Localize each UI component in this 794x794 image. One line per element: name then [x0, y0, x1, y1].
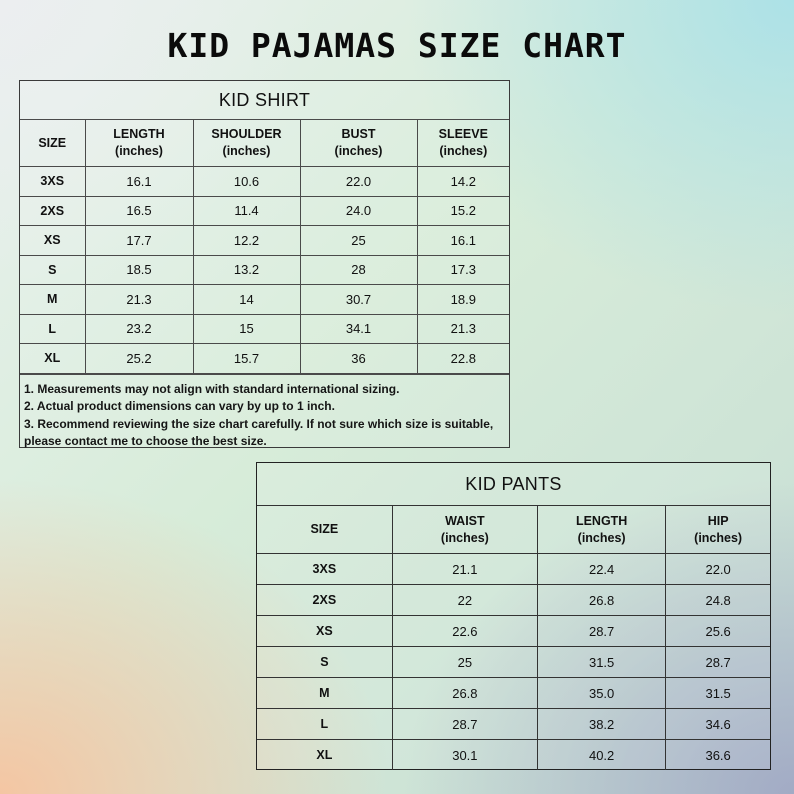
bust-cell: 34.1: [300, 314, 417, 344]
bust-cell: 28: [300, 255, 417, 285]
bust-cell: 22.0: [300, 167, 417, 197]
table-row: [257, 616, 770, 647]
shoulder-cell: 13.2: [193, 255, 300, 285]
waist-cell: 21.1: [392, 554, 537, 585]
size-cell: S: [257, 647, 392, 678]
header-unit: (inches): [577, 530, 626, 545]
header-label: SIZE: [38, 135, 67, 150]
length-cell: 16.5: [85, 196, 193, 226]
length-cell: 22.4: [538, 554, 666, 585]
shirt-header-shoulder: [193, 120, 300, 167]
pants-size-table: [256, 462, 771, 770]
header-label: BUST: [341, 127, 376, 141]
sleeve-cell: 14.2: [417, 167, 509, 197]
length-cell: 38.2: [538, 709, 666, 740]
pants-header-length: [538, 506, 666, 554]
sleeve-cell: 18.9: [417, 285, 509, 315]
header-unit: (inches): [115, 144, 163, 158]
hip-cell: 28.7: [666, 647, 770, 678]
table-row: [20, 167, 509, 197]
waist-cell: 22.6: [392, 616, 537, 647]
shirt-size-table: [19, 80, 510, 448]
length-cell: 26.8: [538, 585, 666, 616]
length-cell: 35.0: [538, 678, 666, 709]
hip-cell: 34.6: [666, 709, 770, 740]
sleeve-cell: 16.1: [417, 226, 509, 256]
page-title: KID PAJAMAS SIZE CHART: [167, 26, 627, 65]
hip-cell: 22.0: [666, 554, 770, 585]
hip-cell: 24.8: [666, 585, 770, 616]
pants-table: [257, 463, 770, 770]
size-cell: 3XS: [257, 554, 392, 585]
length-cell: 17.7: [85, 226, 193, 256]
bust-cell: 30.7: [300, 285, 417, 315]
pants-table-title: KID PANTS: [257, 463, 770, 506]
size-cell: M: [257, 678, 392, 709]
table-row: [20, 314, 509, 344]
table-row: [257, 709, 770, 740]
size-cell: L: [257, 709, 392, 740]
size-cell: XL: [20, 344, 85, 374]
bust-cell: 24.0: [300, 196, 417, 226]
sleeve-cell: 15.2: [417, 196, 509, 226]
header-label: HIP: [707, 513, 729, 528]
header-unit: (inches): [694, 530, 743, 545]
shirt-notes-section: [20, 374, 509, 455]
shoulder-cell: 14: [193, 285, 300, 315]
sleeve-cell: 22.8: [417, 344, 509, 374]
shirt-header-size: [20, 120, 85, 167]
pants-header-hip: [666, 506, 770, 554]
table-row: [257, 740, 770, 771]
length-cell: 16.1: [85, 167, 193, 197]
note-line: 3. Recommend reviewing the size chart carefully. If not sure which size is suitable, please contact me to choose the best size.: [24, 416, 494, 448]
header-unit: (inches): [334, 144, 383, 158]
length-cell: 31.5: [538, 647, 666, 678]
header-label: SHOULDER: [211, 127, 282, 141]
bust-cell: 36: [300, 344, 417, 374]
length-cell: 40.2: [538, 740, 666, 771]
header-label: SIZE: [310, 522, 339, 536]
size-cell: M: [20, 285, 85, 315]
hip-cell: 36.6: [666, 740, 770, 771]
size-cell: L: [20, 314, 85, 344]
size-cell: 2XS: [20, 196, 85, 226]
table-row: [20, 285, 509, 315]
header-label: LENGTH: [113, 127, 165, 141]
waist-cell: 28.7: [392, 709, 537, 740]
sleeve-cell: 21.3: [417, 314, 509, 344]
table-row: [20, 255, 509, 285]
size-cell: XS: [20, 226, 85, 256]
size-cell: 2XS: [257, 585, 392, 616]
shirt-header-bust: [300, 120, 417, 167]
table-row: [257, 554, 770, 585]
table-row: [257, 585, 770, 616]
shoulder-cell: 15.7: [193, 344, 300, 374]
waist-cell: 26.8: [392, 678, 537, 709]
shirt-table: [20, 81, 509, 374]
pants-header-size: [257, 506, 392, 554]
bust-cell: 25: [300, 226, 417, 256]
waist-cell: 25: [392, 647, 537, 678]
length-cell: 18.5: [85, 255, 193, 285]
size-cell: S: [20, 255, 85, 285]
table-row: [20, 344, 509, 374]
size-cell: 3XS: [20, 167, 85, 197]
header-label: LENGTH: [575, 513, 628, 528]
size-cell: XS: [257, 616, 392, 647]
pants-header-row: [257, 506, 770, 554]
header-unit: (inches): [440, 530, 489, 545]
note-line: 2. Actual product dimensions can vary by up to 1 inch.: [24, 399, 335, 413]
waist-cell: 22: [392, 585, 537, 616]
sleeve-cell: 17.3: [417, 255, 509, 285]
length-cell: 21.3: [85, 285, 193, 315]
shoulder-cell: 15: [193, 314, 300, 344]
waist-cell: 30.1: [392, 740, 537, 771]
table-row: [20, 226, 509, 256]
header-label: WAIST: [445, 513, 485, 528]
table-row: [257, 678, 770, 709]
header-label: SLEEVE: [438, 127, 488, 141]
table-row: [20, 196, 509, 226]
note-line: 1. Measurements may not align with standard international sizing.: [24, 381, 400, 396]
shirt-header-length: [85, 120, 193, 167]
table-row: [257, 647, 770, 678]
hip-cell: 25.6: [666, 616, 770, 647]
length-cell: 23.2: [85, 314, 193, 344]
shoulder-cell: 12.2: [193, 226, 300, 256]
size-cell: XL: [257, 740, 392, 771]
shirt-table-title: KID SHIRT: [20, 81, 509, 120]
shoulder-cell: 11.4: [193, 196, 300, 226]
header-unit: (inches): [439, 144, 488, 158]
header-unit: (inches): [222, 144, 271, 158]
shirt-header-row: [20, 120, 509, 167]
pants-header-waist: [392, 506, 537, 554]
shoulder-cell: 10.6: [193, 167, 300, 197]
shirt-header-sleeve: [417, 120, 509, 167]
hip-cell: 31.5: [666, 678, 770, 709]
length-cell: 25.2: [85, 344, 193, 374]
shirt-notes: [20, 375, 509, 455]
length-cell: 28.7: [538, 616, 666, 647]
